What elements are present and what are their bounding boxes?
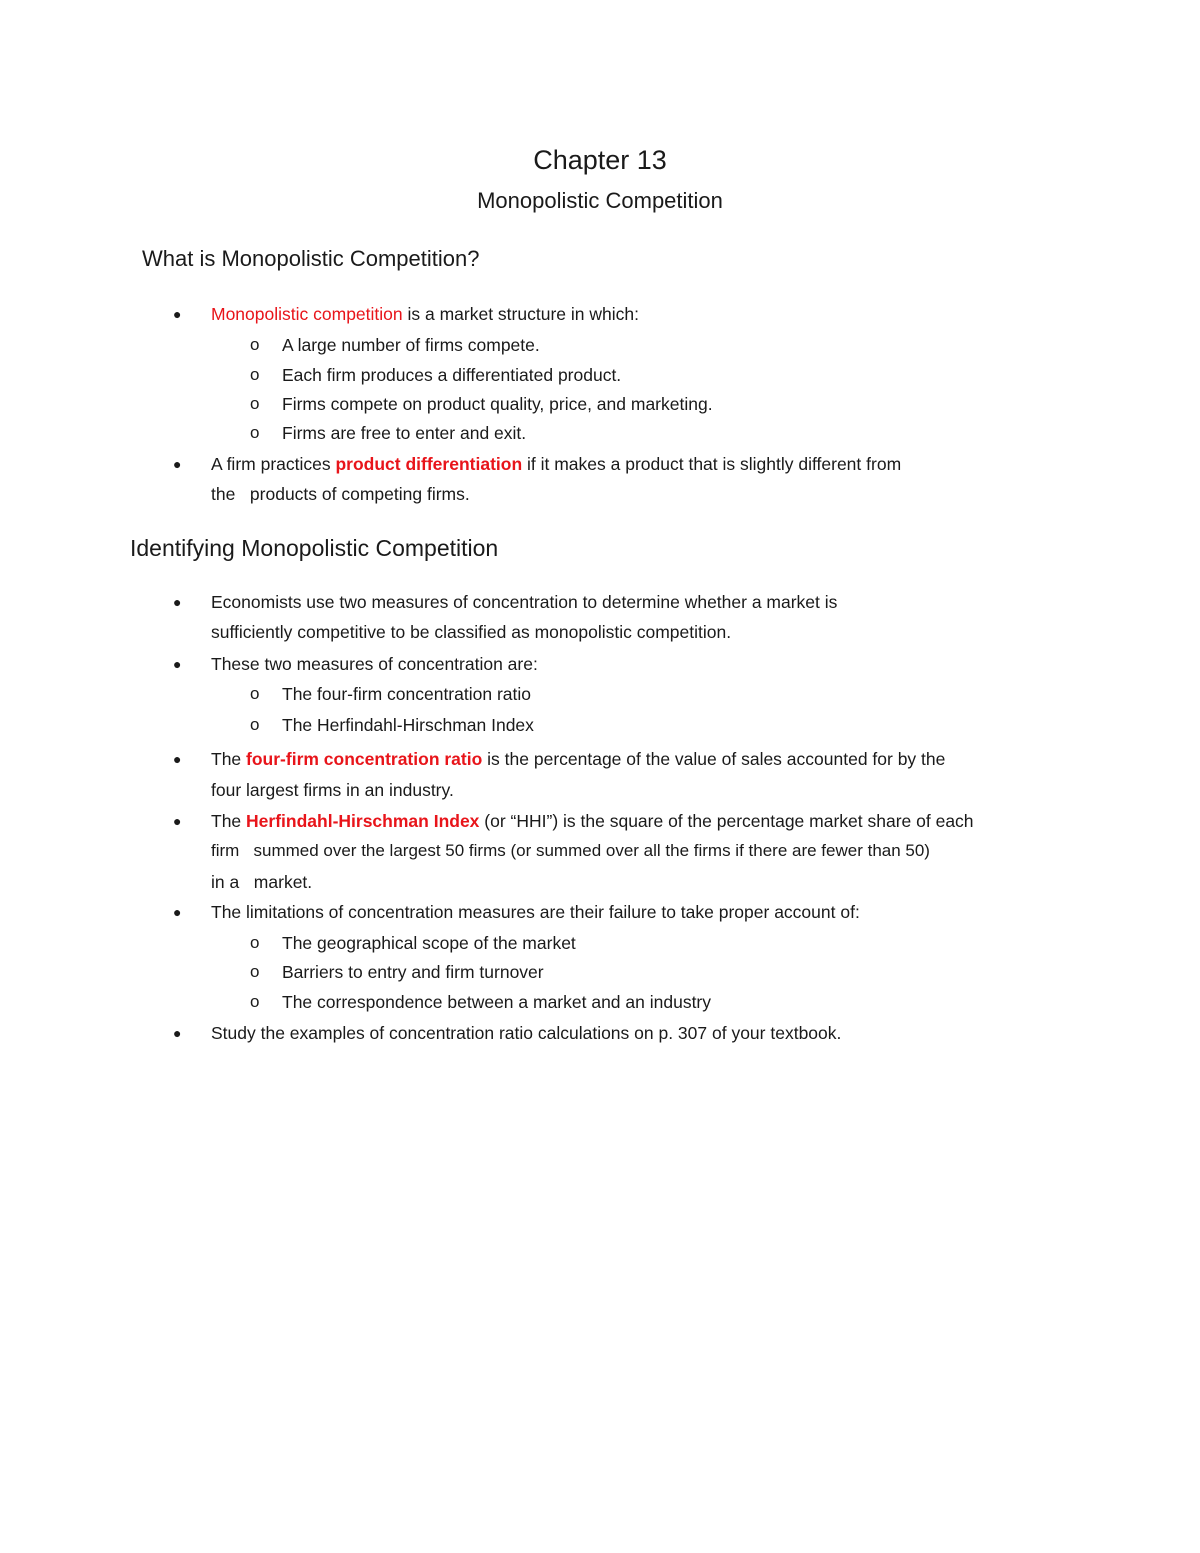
- s2-bullet4-line3: in a market.: [211, 872, 313, 892]
- s2-sub-item: The correspondence between a market and an industry: [282, 992, 712, 1012]
- s2-bullet6: Study the examples of concentration ratio calculations on p. 307 of your textbook.: [211, 1023, 842, 1043]
- s1-bullet2-line2: the products of competing firms.: [211, 484, 470, 504]
- bullet-icon: ●: [173, 813, 182, 829]
- s2-bullet1-line2: sufficiently competitive to be classified as monopolistic competition.: [211, 622, 732, 642]
- s2-bullet3-line2: four largest firms in an industry.: [211, 780, 454, 800]
- chapter-subtitle: Monopolistic Competition: [477, 188, 723, 213]
- sub-marker-icon: o: [250, 394, 260, 413]
- sub-marker-icon: o: [250, 962, 260, 981]
- s2-bullet2: These two measures of concentration are:: [211, 654, 538, 674]
- bullet-icon: ●: [173, 306, 182, 322]
- sub-marker-icon: o: [250, 365, 260, 384]
- s2-bullet4-post: (or “HHI”) is the square of the percentage market share of each: [479, 811, 974, 831]
- bullet-icon: ●: [173, 751, 182, 767]
- term-hhi: Herfindahl-Hirschman Index: [246, 811, 480, 831]
- bullet-icon: ●: [173, 456, 182, 472]
- s2-sub-item: Barriers to entry and firm turnover: [282, 962, 544, 982]
- term-product-differentiation: product differentiation: [335, 454, 523, 474]
- s2-bullet1-line1: Economists use two measures of concentration to determine whether a market is: [211, 592, 838, 612]
- s2-sub-item: The Herfindahl-Hirschman Index: [282, 715, 534, 735]
- bullet-icon: ●: [173, 1025, 182, 1041]
- s2-bullet3-post: is the percentage of the value of sales accounted for by the: [482, 749, 946, 769]
- bullet-icon: ●: [173, 594, 182, 610]
- section-heading-what-is: What is Monopolistic Competition?: [142, 246, 480, 271]
- s1-bullet2-pre: A firm practices: [211, 454, 336, 474]
- s1-sub-item: Each firm produces a differentiated product.: [282, 365, 622, 385]
- s2-bullet3-pre: The: [211, 749, 247, 769]
- s2-bullet4-pre: The: [211, 811, 247, 831]
- s2-bullet4-line2: firm summed over the largest 50 firms (or summed over all the firms if there are fewer than 50): [211, 841, 930, 860]
- s2-bullet5: The limitations of concentration measures are their failure to take proper account of:: [211, 902, 860, 922]
- s1-bullet2: [211, 452, 901, 476]
- s1-bullet2-post: if it makes a product that is slightly different from: [522, 454, 902, 474]
- sub-marker-icon: o: [250, 423, 260, 442]
- section-heading-identifying: Identifying Monopolistic Competition: [130, 535, 499, 561]
- sub-marker-icon: o: [250, 992, 260, 1011]
- term-monopolistic-competition: Monopolistic competition: [211, 304, 403, 324]
- term-four-firm-ratio: four-firm concentration ratio: [246, 749, 483, 769]
- s2-sub-item: The four-firm concentration ratio: [282, 684, 531, 704]
- sub-marker-icon: o: [250, 715, 260, 734]
- s1-bullet1-rest: is a market structure in which:: [402, 304, 639, 324]
- sub-marker-icon: o: [250, 684, 260, 703]
- s2-sub-item: The geographical scope of the market: [282, 933, 576, 953]
- s1-sub-item: Firms compete on product quality, price, and marketing.: [282, 394, 713, 414]
- s2-bullet3: [211, 747, 945, 771]
- s2-bullet4: [211, 809, 974, 833]
- bullet-icon: ●: [173, 656, 182, 672]
- bullet-icon: ●: [173, 904, 182, 920]
- sub-marker-icon: o: [250, 335, 260, 354]
- s1-sub-item: A large number of firms compete.: [282, 335, 540, 355]
- chapter-title: Chapter 13: [533, 145, 667, 175]
- sub-marker-icon: o: [250, 933, 260, 952]
- s1-bullet1: [211, 302, 639, 326]
- s1-sub-item: Firms are free to enter and exit.: [282, 423, 527, 443]
